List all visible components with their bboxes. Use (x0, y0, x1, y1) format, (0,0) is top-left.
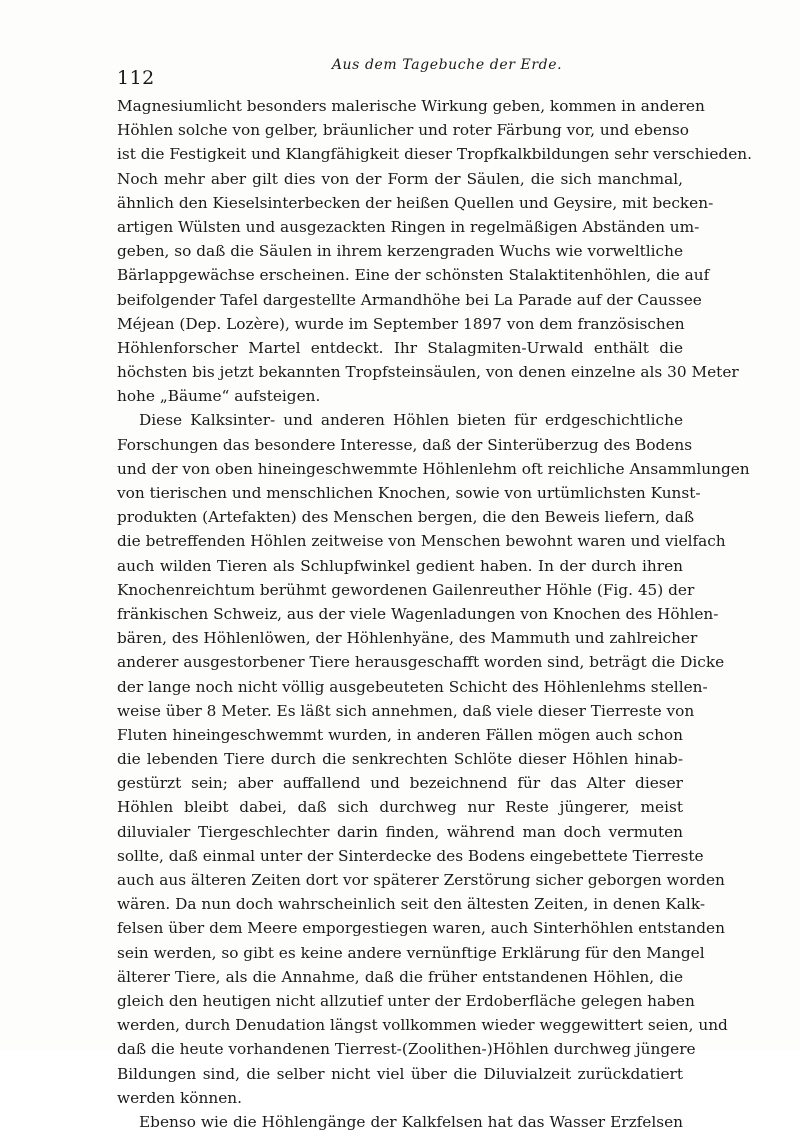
text-line: auch aus älteren Zeiten dort vor späterer Zerstörung sicher geborgen worden (117, 871, 725, 889)
paragraph-end-line: hohe „Bäume“ aufsteigen. (117, 387, 321, 406)
text-line: Bärlappgewächse erscheinen. Eine der schönsten Stalaktitenhöhlen, die auf (117, 266, 710, 285)
text-line: die lebenden Tiere durch die senkrechten Schlöte dieser Höhlen hinab- (117, 750, 683, 769)
text-line: die betreffenden Höhlen zeitweise von Menschen bewohnt waren und vielfach (117, 532, 726, 551)
text-line: beifolgender Tafel dargestellte Armandhöhe bei La Parade auf der Caussee (117, 290, 702, 309)
text-line: fränkischen Schweiz, aus der viele Wagenladungen von Knochen des Höhlen- (117, 604, 719, 623)
text-line: Forschungen das besondere Interesse, daß der Sinterüberzug des Bodens (117, 435, 693, 454)
text-line: daß die heute vorhandenen Tierrest-(Zoolithen-)Höhlen durchweg jüngere (117, 1040, 696, 1059)
text-line: auch wilden Tieren als Schlupfwinkel gedient haben. In der durch ihren (117, 556, 683, 575)
text-line: der lange noch nicht völlig ausgebeuteten Schicht des Höhlenlehms stellen- (117, 677, 708, 696)
text-line: ist die Festigkeit und Klangfähigkeit dieser Tropfkalkbildungen sehr verschieden. (117, 145, 752, 164)
text-line: wären. Da nun doch wahrscheinlich seit den ältesten Zeiten, in denen Kalk- (117, 895, 705, 914)
text-line: höchsten bis jetzt bekannten Tropfsteinsäulen, von denen einzelne als 30 Meter (117, 363, 739, 382)
paragraph-start-line: Diese Kalksinter- und anderen Höhlen bieten für erdgeschichtliche (139, 411, 683, 430)
text-line: Bildungen sind, die selber nicht viel über die Diluvialzeit zurückdatiert (117, 1064, 683, 1083)
text-line: felsen über dem Meere emporgestiegen waren, auch Sinterhöhlen entstanden (117, 919, 725, 938)
text-line: ähnlich den Kieselsinterbecken der heißen Quellen und Geysire, mit becken- (117, 193, 714, 212)
text-line: Höhlenforscher Martel entdeckt. Ihr Stalagmiten-Urwald enthält die (117, 338, 683, 357)
text-line: Höhlen bleibt dabei, daß sich durchweg nur Reste jüngerer, meist (117, 798, 683, 817)
text-line: weise über 8 Meter. Es läßt sich annehmen, daß viele dieser Tierreste von (117, 701, 695, 720)
running-head: Aus dem Tagebuche der Erde. (331, 57, 563, 73)
text-line: Magnesiumlicht besonders malerische Wirkung geben, kommen in anderen (117, 97, 705, 115)
text-line: Knochenreichtum berühmt gewordenen Gailenreuther Höhle (Fig. 45) der (117, 580, 695, 599)
text-line: artigen Wülsten und ausgezackten Ringen in regelmäßigen Abständen um- (117, 217, 700, 236)
text-line: anderer ausgestorbener Tiere herausgeschafft worden sind, beträgt die Dicke (117, 653, 725, 672)
text-line: gestürzt sein; aber auffallend und bezeichnend für das Alter dieser (117, 774, 683, 793)
body-text (117, 94, 752, 1134)
text-line: älterer Tiere, als die Annahme, daß die früher entstandenen Höhlen, die (117, 967, 683, 986)
text-line: Noch mehr aber gilt dies von der Form der Säulen, die sich manchmal, (117, 169, 683, 188)
text-line: Höhlen solche von gelber, bräunlicher und roter Färbung vor, und ebenso (117, 121, 689, 140)
text-line: von tierischen und menschlichen Knochen, sowie von urtümlichsten Kunst- (117, 484, 701, 502)
page-header (117, 55, 683, 89)
text-line: sein werden, so gibt es keine andere vernünftige Erklärung für den Mangel (117, 943, 705, 962)
paragraph-start-line: Ebenso wie die Höhlengänge der Kalkfelsen hat das Wasser Erzfelsen (139, 1112, 683, 1131)
text-line: und der von oben hineingeschwemmte Höhlenlehm oft reichliche Ansammlungen (117, 459, 750, 478)
paragraph-end-line: werden können. (117, 1088, 242, 1107)
text-line: Fluten hineingeschwemmt wurden, in anderen Fällen mögen auch schon (117, 725, 683, 744)
text-line: produkten (Artefakten) des Menschen bergen, die den Beweis liefern, daß (117, 508, 695, 527)
text-line: sollte, daß einmal unter der Sinterdecke des Bodens eingebettete Tierreste (117, 846, 704, 865)
text-line: Méjean (Dep. Lozère), wurde im September 1897 von dem französischen (117, 314, 685, 333)
text-line: gleich den heutigen nicht allzutief unter der Erdoberfläche gelegen haben (117, 991, 695, 1010)
text-line: bären, des Höhlenlöwen, der Höhlenhyäne, des Mammuth und zahlreicher (117, 629, 698, 648)
page-number: 112 (117, 67, 155, 89)
text-line: geben, so daß die Säulen in ihrem kerzengraden Wuchs wie vorweltliche (117, 242, 683, 261)
text-line: diluvialer Tiergeschlechter darin finden, während man doch vermuten (117, 822, 683, 841)
text-line: werden, durch Denudation längst vollkommen wieder weggewittert seien, und (117, 1016, 728, 1035)
